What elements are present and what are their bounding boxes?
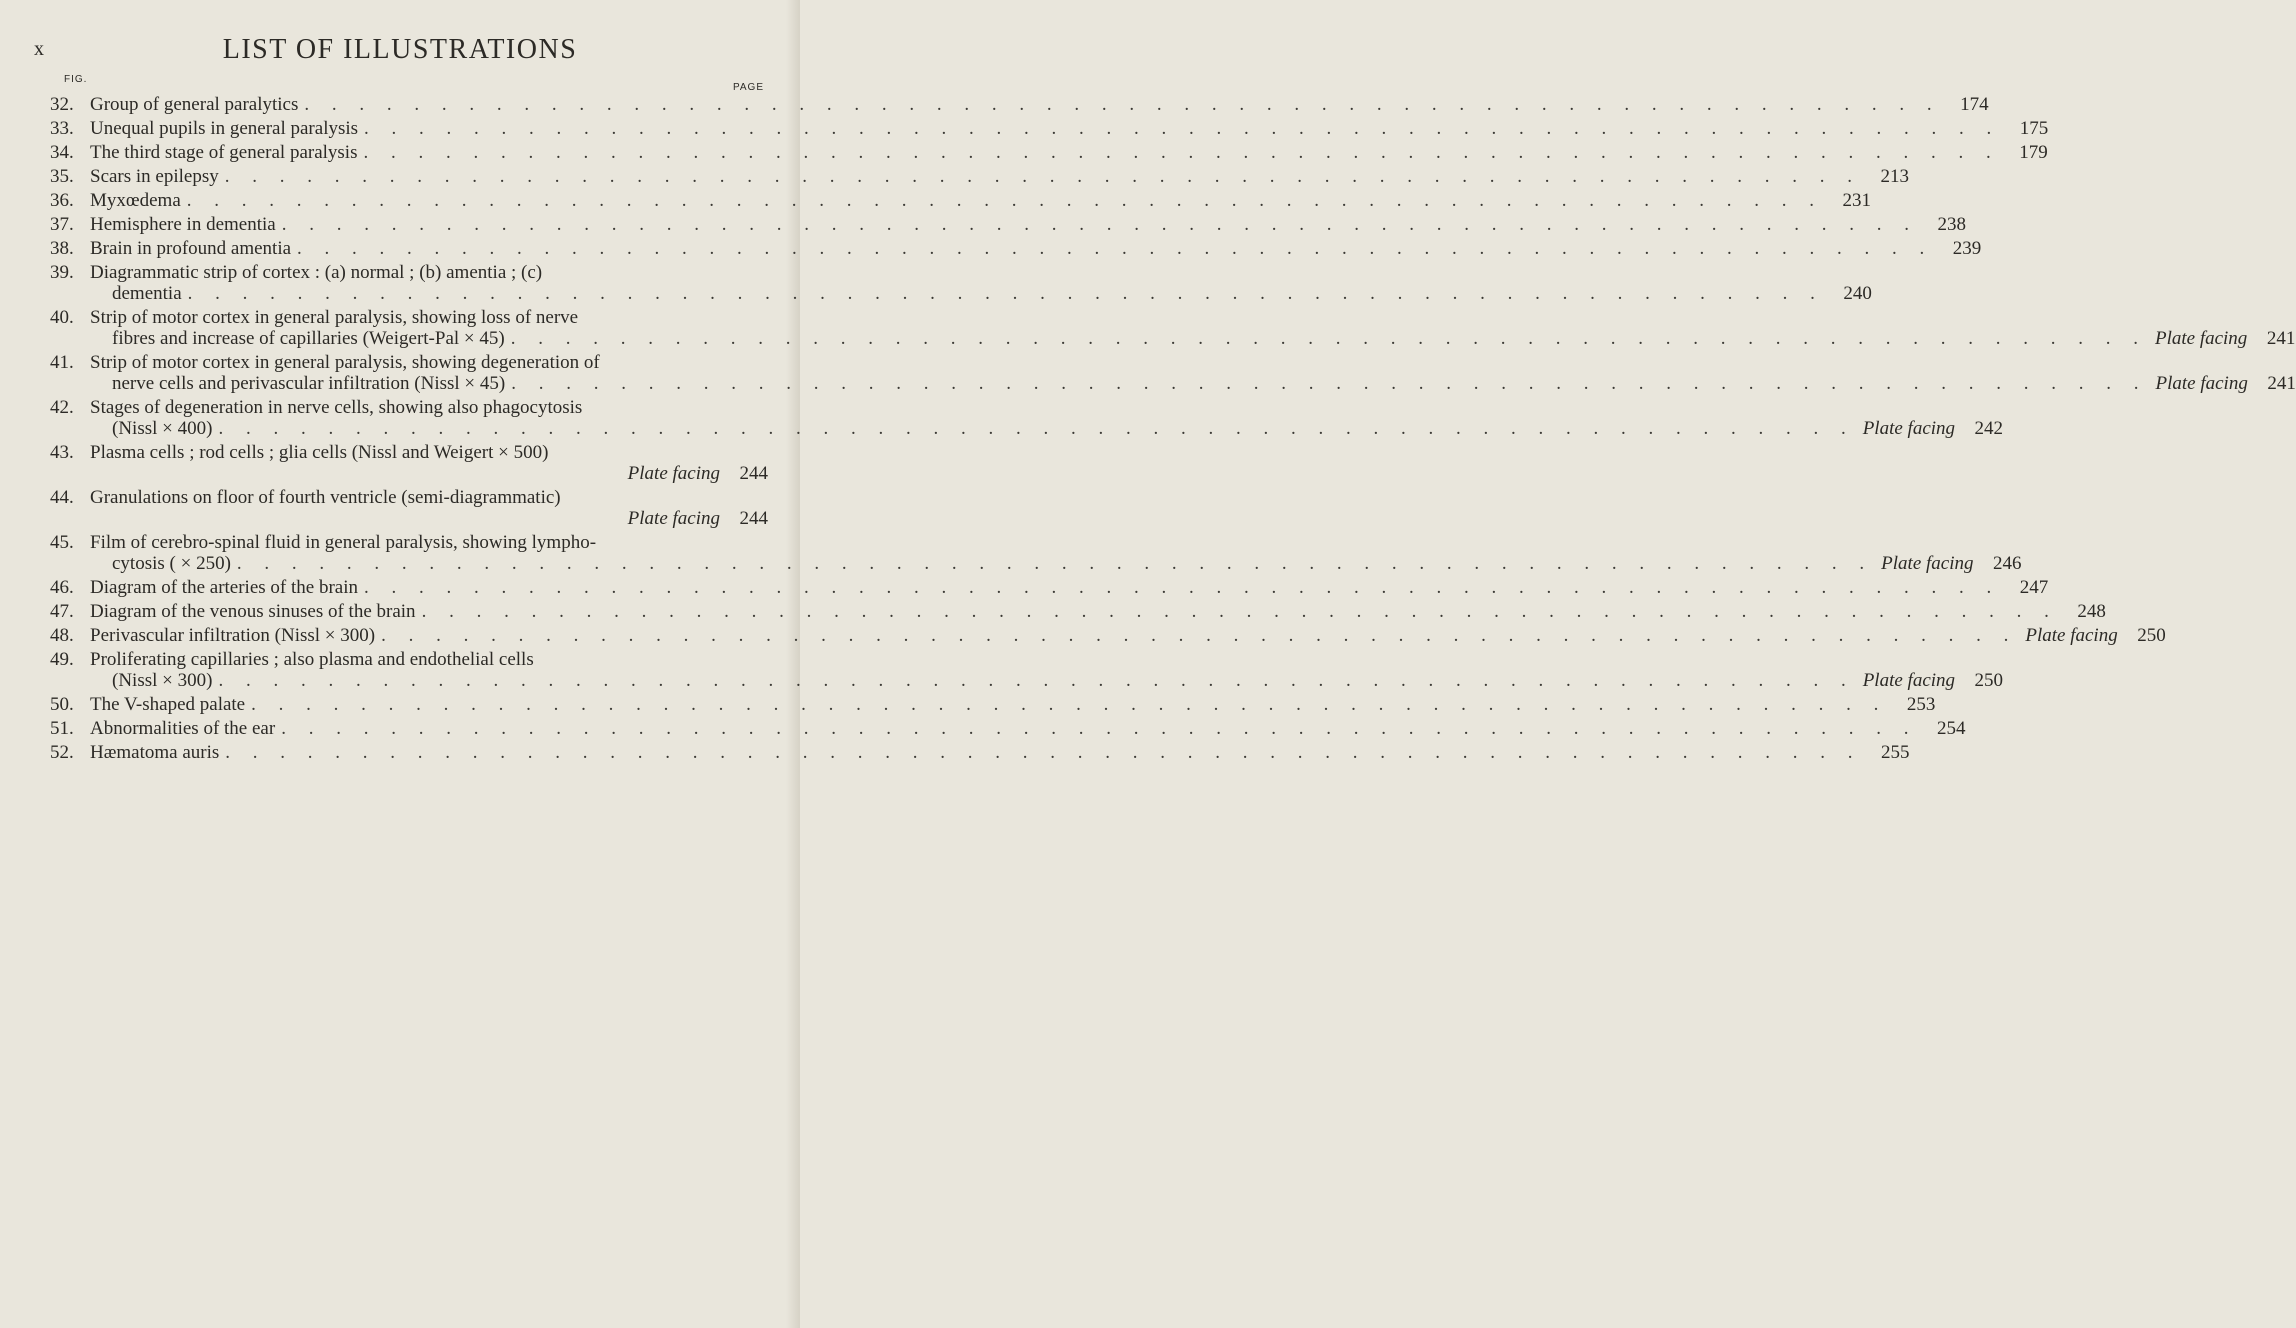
entry-title: The third stage of general paralysis bbox=[90, 142, 358, 163]
list-item bbox=[50, 742, 1910, 763]
fig-column-label: FIG. bbox=[64, 74, 88, 85]
dot-leader: . . . . . . . . . . . . . . . . . . . . . . . . . . . . . . . . . . . . . . . . . . . . . . . . . . . . . . . . . . . . bbox=[225, 742, 1862, 763]
entry-line bbox=[90, 238, 1982, 259]
entry-line bbox=[90, 262, 768, 283]
list-item bbox=[50, 601, 2106, 622]
entry-title: Diagram of the arteries of the brain bbox=[90, 577, 358, 598]
figure-number: 43. bbox=[50, 442, 74, 463]
entry-title: Group of general paralytics bbox=[90, 94, 299, 115]
page-number: 240 bbox=[1843, 283, 1872, 304]
entry-line bbox=[90, 694, 1936, 715]
entry-title: Brain in profound amentia bbox=[90, 238, 292, 259]
dot-leader: . . . . . . . . . . . . . . . . . . . . . . . . . . . . . . . . . . . . . . . . . . . . . . . . . . . . . . . . . . . . bbox=[364, 577, 2001, 598]
plate-facing-label: Plate facing bbox=[627, 463, 720, 484]
list-item bbox=[50, 487, 768, 529]
dot-leader: . . . . . . . . . . . . . . . . . . . . . . . . . . . . . . . . . . . . . . . . . . . . . . . . . . . . . . . . . . . . bbox=[297, 238, 1934, 259]
entry-title: Diagram of the venous sinuses of the brain bbox=[90, 601, 416, 622]
dot-leader: . . . . . . . . . . . . . . . . . . . . . . . . . . . . . . . . . . . . . . . . . . . . . . . . . . . . . . . . . . . . bbox=[224, 166, 1862, 187]
page-number: 213 bbox=[1880, 166, 1910, 187]
entry-title: cytosis ( × 250) bbox=[112, 553, 231, 574]
figure-number: 37. bbox=[50, 214, 74, 235]
entry-title: Strip of motor cortex in general paralysis, showing loss of nerve bbox=[90, 307, 579, 328]
entry-line bbox=[90, 373, 2296, 394]
page-header bbox=[0, 34, 800, 74]
entry-line bbox=[90, 742, 1910, 763]
page-number: 239 bbox=[1952, 238, 1982, 259]
dot-leader: . . . . . . . . . . . . . . . . . . . . . . . . . . . . . . . . . . . . . . . . . . . . . . . . . . . . . . . . . . . . bbox=[251, 694, 1888, 715]
dot-leader: . . . . . . . . . . . . . . . . . . . . . . . . . . . . . . . . . . . . . . . . . . . . . . . . . . . . . . . . . . . . bbox=[511, 373, 2148, 394]
plate-facing-label: Plate facing bbox=[2154, 328, 2248, 349]
entry-title: Granulations on floor of fourth ventricle (semi-diagrammatic) bbox=[90, 487, 561, 508]
entry-line bbox=[90, 307, 768, 328]
entry-title: Stages of degeneration in nerve cells, showing also phagocytosis bbox=[90, 397, 583, 418]
list-item bbox=[50, 262, 1872, 304]
list-item bbox=[50, 352, 2296, 394]
dot-leader: . . . . . . . . . . . . . . . . . . . . . . . . . . . . . . . . . . . . . . . . . . . . . . . . . . . . . . . . . . . . bbox=[381, 625, 2018, 646]
figure-number: 36. bbox=[50, 190, 74, 211]
entry-line bbox=[90, 142, 2048, 163]
illustration-list bbox=[50, 94, 2296, 766]
list-item bbox=[50, 718, 1966, 739]
figure-number: 49. bbox=[50, 649, 74, 670]
plate-facing-label: Plate facing bbox=[1862, 418, 1956, 439]
entry-line bbox=[90, 328, 2296, 349]
plate-facing-label: Plate facing bbox=[1881, 553, 1974, 574]
entry-line bbox=[90, 577, 2049, 598]
list-item bbox=[50, 166, 1910, 187]
entry-line bbox=[90, 214, 1966, 235]
entry-title: Scars in epilepsy bbox=[90, 166, 219, 187]
list-item bbox=[50, 625, 2166, 646]
entry-title: Abnormalities of the ear bbox=[90, 718, 276, 739]
list-item bbox=[50, 142, 2048, 163]
figure-number: 44. bbox=[50, 487, 74, 508]
figure-number: 34. bbox=[50, 142, 74, 163]
entry-line bbox=[90, 94, 1989, 115]
page-number: 250 bbox=[2137, 625, 2166, 646]
page-number: 242 bbox=[1974, 418, 2004, 439]
entry-title: Perivascular infiltration (Nissl × 300) bbox=[90, 625, 376, 646]
entry-line bbox=[90, 718, 1966, 739]
list-item bbox=[50, 577, 2049, 598]
plate-facing-label: Plate facing bbox=[627, 508, 720, 529]
dot-leader: . . . . . . . . . . . . . . . . . . . . . . . . . . . . . . . . . . . . . . . . . . . . . . . . . . . . . . . . . . . . bbox=[281, 718, 1918, 739]
dot-leader: . . . . . . . . . . . . . . . . . . . . . . . . . . . . . . . . . . . . . . . . . . . . . . . . . . . . . . . . . . . . bbox=[187, 283, 1824, 304]
list-item bbox=[50, 307, 2296, 349]
figure-number: 45. bbox=[50, 532, 74, 553]
page-number: 238 bbox=[1937, 214, 1966, 235]
figure-number: 33. bbox=[50, 118, 74, 139]
page-number: 241 bbox=[2267, 373, 2296, 394]
page-number: 244 bbox=[739, 508, 768, 529]
dot-leader: . . . . . . . . . . . . . . . . . . . . . . . . . . . . . . . . . . . . . . . . . . . . . . . . . . . . . . . . . . . . bbox=[364, 118, 2001, 139]
entry-line bbox=[90, 649, 768, 670]
page-number: 174 bbox=[1960, 94, 1989, 115]
page-number: 248 bbox=[2077, 601, 2106, 622]
list-item bbox=[50, 214, 1966, 235]
list-item bbox=[50, 118, 2049, 139]
entry-title: Hæmatoma auris bbox=[90, 742, 220, 763]
entry-line bbox=[90, 352, 768, 373]
dot-leader: . . . . . . . . . . . . . . . . . . . . . . . . . . . . . . . . . . . . . . . . . . . . . . . . . . . . . . . . . . . . bbox=[218, 418, 1855, 439]
list-item bbox=[50, 532, 2022, 574]
entry-title: The V-shaped palate bbox=[90, 694, 246, 715]
plate-facing-label: Plate facing bbox=[2155, 373, 2248, 394]
figure-number: 39. bbox=[50, 262, 74, 283]
entry-line bbox=[90, 463, 768, 484]
column-labels bbox=[0, 74, 800, 94]
entry-title: Plasma cells ; rod cells ; glia cells (Nissl and Weigert × 500) bbox=[90, 442, 549, 463]
page-number: 175 bbox=[2019, 118, 2049, 139]
entry-title: (Nissl × 300) bbox=[112, 670, 213, 691]
list-item bbox=[50, 238, 1982, 259]
entry-line bbox=[90, 670, 2004, 691]
entry-title: Myxœdema bbox=[90, 190, 181, 211]
list-item bbox=[50, 442, 768, 484]
figure-number: 47. bbox=[50, 601, 74, 622]
dot-leader: . . . . . . . . . . . . . . . . . . . . . . . . . . . . . . . . . . . . . . . . . . . . . . . . . . . . . . . . . . . . bbox=[421, 601, 2058, 622]
figure-number: 48. bbox=[50, 625, 74, 646]
list-item bbox=[50, 397, 2004, 439]
figure-number: 32. bbox=[50, 94, 74, 115]
list-item bbox=[50, 649, 2004, 691]
page-number: 241 bbox=[2266, 328, 2296, 349]
dot-leader: . . . . . . . . . . . . . . . . . . . . . . . . . . . . . . . . . . . . . . . . . . . . . . . . . . . . . . . . . . . . bbox=[236, 553, 1874, 574]
entry-title: Unequal pupils in general paralysis bbox=[90, 118, 359, 139]
entry-line bbox=[90, 418, 2004, 439]
dot-leader: . . . . . . . . . . . . . . . . . . . . . . . . . . . . . . . . . . . . . . . . . . . . . . . . . . . . . . . . . . . . bbox=[363, 142, 2000, 163]
page-number: 253 bbox=[1906, 694, 1936, 715]
entry-title: dementia bbox=[112, 283, 182, 304]
entry-line bbox=[90, 283, 1872, 304]
entry-line bbox=[90, 442, 768, 463]
roman-page-number: x bbox=[34, 38, 44, 60]
figure-number: 52. bbox=[50, 742, 74, 763]
entry-title: Hemisphere in dementia bbox=[90, 214, 276, 235]
figure-number: 38. bbox=[50, 238, 74, 259]
entry-title: Proliferating capillaries ; also plasma and endothelial cells bbox=[90, 649, 534, 670]
page-number: 247 bbox=[2019, 577, 2049, 598]
entry-line bbox=[90, 487, 768, 508]
page-number: 246 bbox=[1993, 553, 2022, 574]
dot-leader: . . . . . . . . . . . . . . . . . . . . . . . . . . . . . . . . . . . . . . . . . . . . . . . . . . . . . . . . . . . . bbox=[510, 328, 2147, 349]
figure-number: 41. bbox=[50, 352, 74, 373]
figure-number: 51. bbox=[50, 718, 74, 739]
figure-number: 40. bbox=[50, 307, 74, 328]
page-number: 231 bbox=[1842, 190, 1872, 211]
entry-line bbox=[90, 118, 2049, 139]
dot-leader: . . . . . . . . . . . . . . . . . . . . . . . . . . . . . . . . . . . . . . . . . . . . . . . . . . . . . . . . . . . . bbox=[281, 214, 1918, 235]
dot-leader: . . . . . . . . . . . . . . . . . . . . . . . . . . . . . . . . . . . . . . . . . . . . . . . . . . . . . . . . . . . . bbox=[186, 190, 1824, 211]
entry-line bbox=[90, 532, 768, 553]
list-item bbox=[50, 94, 1989, 115]
plate-facing-label: Plate facing bbox=[2025, 625, 2118, 646]
page-column-label: PAGE bbox=[732, 82, 764, 93]
page-number: 244 bbox=[739, 463, 768, 484]
plate-facing-label: Plate facing bbox=[1862, 670, 1956, 691]
entry-line bbox=[90, 397, 768, 418]
entry-line bbox=[90, 601, 2106, 622]
entry-line bbox=[90, 553, 2022, 574]
entry-line bbox=[90, 190, 1872, 211]
figure-number: 46. bbox=[50, 577, 74, 598]
figure-number: 35. bbox=[50, 166, 74, 187]
entry-line bbox=[90, 625, 2166, 646]
entry-title: Film of cerebro-spinal fluid in general paralysis, showing lympho- bbox=[90, 532, 597, 553]
page-number: 250 bbox=[1974, 670, 2004, 691]
entry-title: Diagrammatic strip of cortex : (a) normal ; (b) amentia ; (c) bbox=[90, 262, 543, 283]
entry-title: (Nissl × 400) bbox=[112, 418, 213, 439]
figure-number: 50. bbox=[50, 694, 74, 715]
list-item bbox=[50, 694, 1936, 715]
page-number: 254 bbox=[1936, 718, 1966, 739]
page-number: 179 bbox=[2019, 142, 2048, 163]
list-item bbox=[50, 190, 1872, 211]
figure-number: 42. bbox=[50, 397, 74, 418]
dot-leader: . . . . . . . . . . . . . . . . . . . . . . . . . . . . . . . . . . . . . . . . . . . . . . . . . . . . . . . . . . . . bbox=[218, 670, 1855, 691]
entry-line bbox=[90, 508, 768, 529]
entry-title: nerve cells and perivascular infiltration (Nissl × 45) bbox=[112, 373, 506, 394]
entry-line bbox=[90, 166, 1910, 187]
page-title: LIST OF ILLUSTRATIONS bbox=[222, 34, 578, 65]
entry-title: fibres and increase of capillaries (Weigert-Pal × 45) bbox=[112, 328, 505, 349]
page-number: 255 bbox=[1881, 742, 1910, 763]
entry-title: Strip of motor cortex in general paralysis, showing degeneration of bbox=[90, 352, 600, 373]
dot-leader: . . . . . . . . . . . . . . . . . . . . . . . . . . . . . . . . . . . . . . . . . . . . . . . . . . . . . . . . . . . . bbox=[304, 94, 1941, 115]
